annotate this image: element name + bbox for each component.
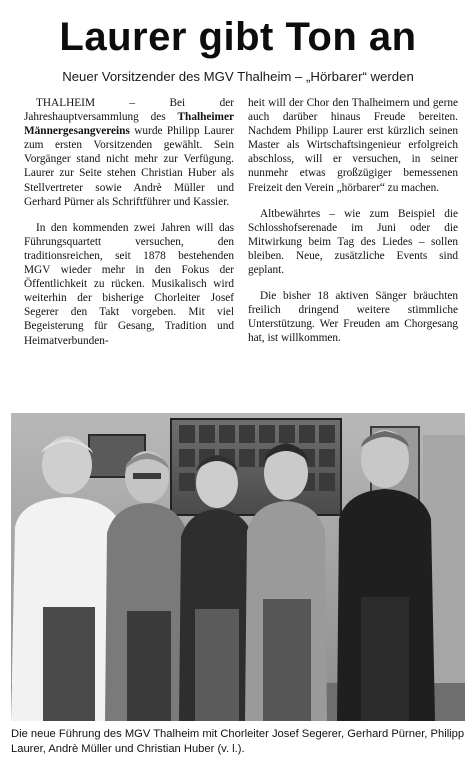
subheadline: Neuer Vorsitzender des MGV Thalheim – „Hörbarer“ werden xyxy=(62,69,414,84)
photo-caption: Die neue Führung des MGV Thalheim mit Chorleiter Josef Segerer, Gerhard Pürner, Philipp Laurer, Andrè Müller und Christian Huber (v. l.). xyxy=(11,728,465,755)
paragraph: Die bisher 18 aktiven Sänger bräuchten freilich dringend weitere stimmliche Unterstützung. Wer Freuden am Chorgesang hat, ist willkommen. xyxy=(248,290,458,345)
paragraph: In den kommenden zwei Jahren will das Führungsquartett versuchen, den traditionsreichen, seit 1878 bestehenden MGV wieder mehr in den Fokus der Öffentlichkeit zu rücken. Musikalisch wird weiterhin der bisherige Chorleiter Josef Segerer den Takt vorgeben. Mit viel Begeisterung für Gesang, Tradition und Heimatverbunden- xyxy=(24,221,234,347)
paragraph: heit will der Chor den Thalheimern und gerne auch darüber hinaus Freude bereiten. Nachdem Philipp Laurer erst kürzlich seinen Master als Wirtschaftsingenieur erfolgreich abschloss, will er versuchen, in seiner nunmehr etwas großzügiger bemessenen Freizeit den Verein „hörbarer“ zu machen. xyxy=(248,97,458,194)
paragraph-text: wurde Philipp Laurer zum ersten Vorsitzenden gewählt. Sein Vorgänger stand nicht mehr zur Verfügung. Laurer zur Seite stehen Christian Huber als Stellvertreter sowie Andrè Müller und Gerhard Pürner als Schriftführer und Kassier. xyxy=(24,125,234,208)
column-left xyxy=(24,96,234,360)
group-photo-image xyxy=(11,413,465,721)
paragraph: Altbewährtes – wie zum Beispiel die Schlosshofserenade im Juni oder die Mitwirkung beim Tag des Liedes – sollen bleiben. Neue, zusätzliche Events sind geplant. xyxy=(248,207,458,277)
paragraph xyxy=(24,96,234,209)
lead-text: THALHEIM – Bei der Jahreshauptversammlung des xyxy=(24,97,234,124)
article-body xyxy=(24,96,458,360)
group-photo xyxy=(11,413,465,721)
portrait-board xyxy=(171,419,341,515)
column-right xyxy=(248,96,458,360)
headline: Laurer gibt Ton an xyxy=(59,15,417,59)
bold-text: Thalheimer Männergesangvereins xyxy=(24,111,234,138)
